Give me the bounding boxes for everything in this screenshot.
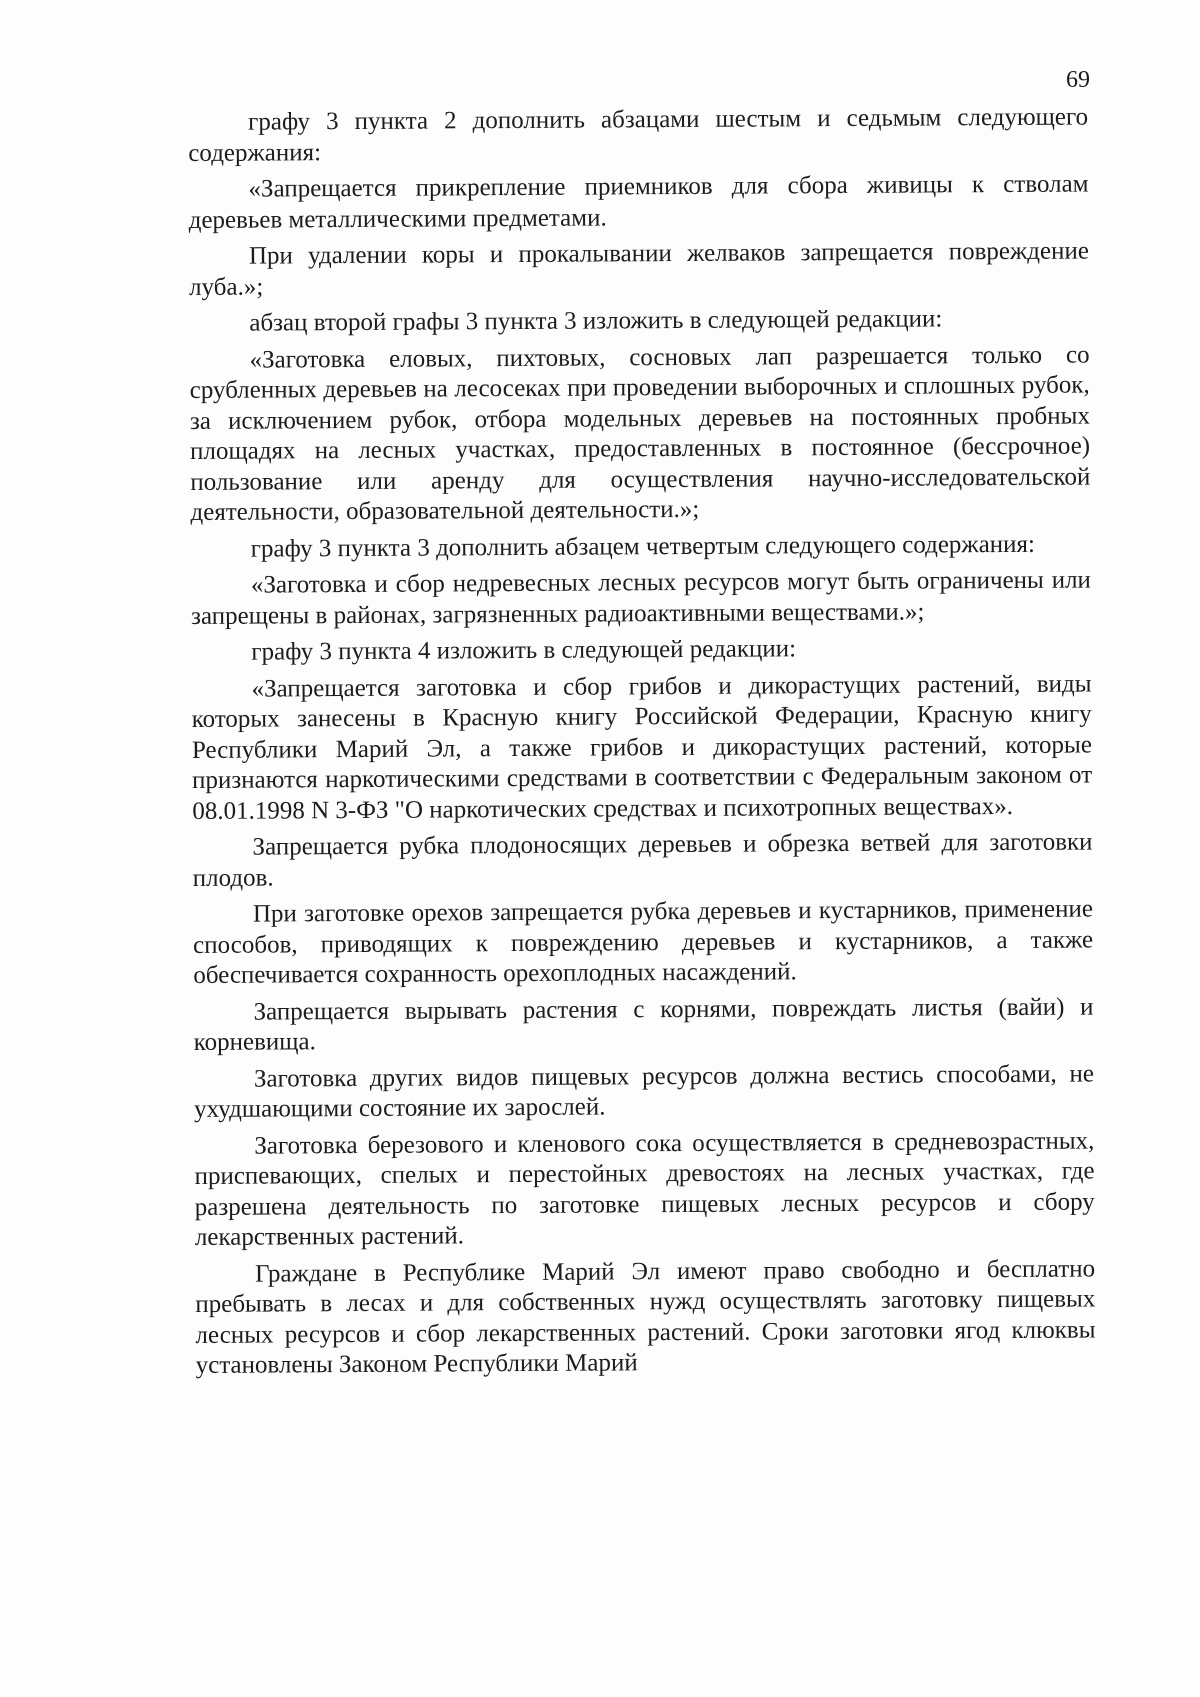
paragraph: «Запрещается заготовка и сбор грибов и дикорастущих растений, виды которых занесены в Красную книгу Российской Федерации, Красную книгу Республики Марий Эл, а также грибов и дикорастущих растений, которые признаются наркотическими средствами в соответствии с Федеральным законом от 08.01.1998 N 3-ФЗ "О наркотических средствах и психотропных веществах». [191, 669, 1093, 825]
paragraph: При удалении коры и прокалывании желваков запрещается повреждение луба.»; [189, 237, 1089, 301]
paragraph: При заготовке орехов запрещается рубка деревьев и кустарников, применение способов, приводящих к повреждению деревьев и кустарников, а также обеспечивается сохранность орехоплодных насаждений. [193, 895, 1094, 989]
document-body [188, 103, 1096, 1388]
paragraph: Запрещается вырывать растения с корнями, повреждать листья (вайи) и корневища. [193, 992, 1094, 1056]
paragraph: Граждане в Республике Марий Эл имеют право свободно и бесплатно пребывать в лесах и для собственных нужд осуществлять заготовку пищевых лесных ресурсов и сбор лекарственных растений. Сроки заготовки ягод клюквы установлены Законом Республики Марий [195, 1254, 1096, 1379]
paragraph: Заготовка березового и кленового сока осуществляется в средневозрастных, приспевающих, спелых и перестойных древостоях на лесных участках, где разрешена деятельность по заготовке пищевых лесных ресурсов и сбору лекарственных растений. [194, 1126, 1095, 1251]
paragraph: абзац второй графы 3 пункта 3 изложить в следующей редакции: [249, 305, 943, 337]
page-number: 69 [1066, 67, 1090, 93]
paragraph: «Заготовка еловых, пихтовых, сосновых лап разрешается только со срубленных деревьев на лесосеках при проведении выборочных и сплошных рубок, за исключением рубок, отбора модельных деревьев на постоянных пробных площадях на лесных участках, предоставленных в постоянное (бессрочное) пользование или аренду для осуществления научно-исследовательской деятельности, образовательной деятельности.»; [189, 340, 1091, 526]
paragraph: графу 3 пункта 3 дополнить абзацем четвертым следующего содержания: [250, 530, 1036, 563]
paragraph: графу 3 пункта 4 изложить в следующей редакции: [251, 635, 797, 666]
paragraph: Запрещается рубка плодоносящих деревьев и обрезка ветвей для заготовки плодов. [192, 828, 1093, 892]
paragraph: «Запрещается прикрепление приемников для сбора живицы к стволам деревьев металлическими предметами. [188, 170, 1089, 234]
paragraph: графу 3 пункта 2 дополнить абзацами шестым и седьмым следующего содержания: [188, 103, 1089, 167]
paragraph: «Заготовка и сбор недревесных лесных ресурсов могут быть ограничены или запрещены в районах, загрязненных радиоактивными веществами.»; [191, 566, 1091, 630]
paragraph: Заготовка других видов пищевых ресурсов должна вестись способами, не ухудшающими состояние их зарослей. [194, 1059, 1094, 1123]
